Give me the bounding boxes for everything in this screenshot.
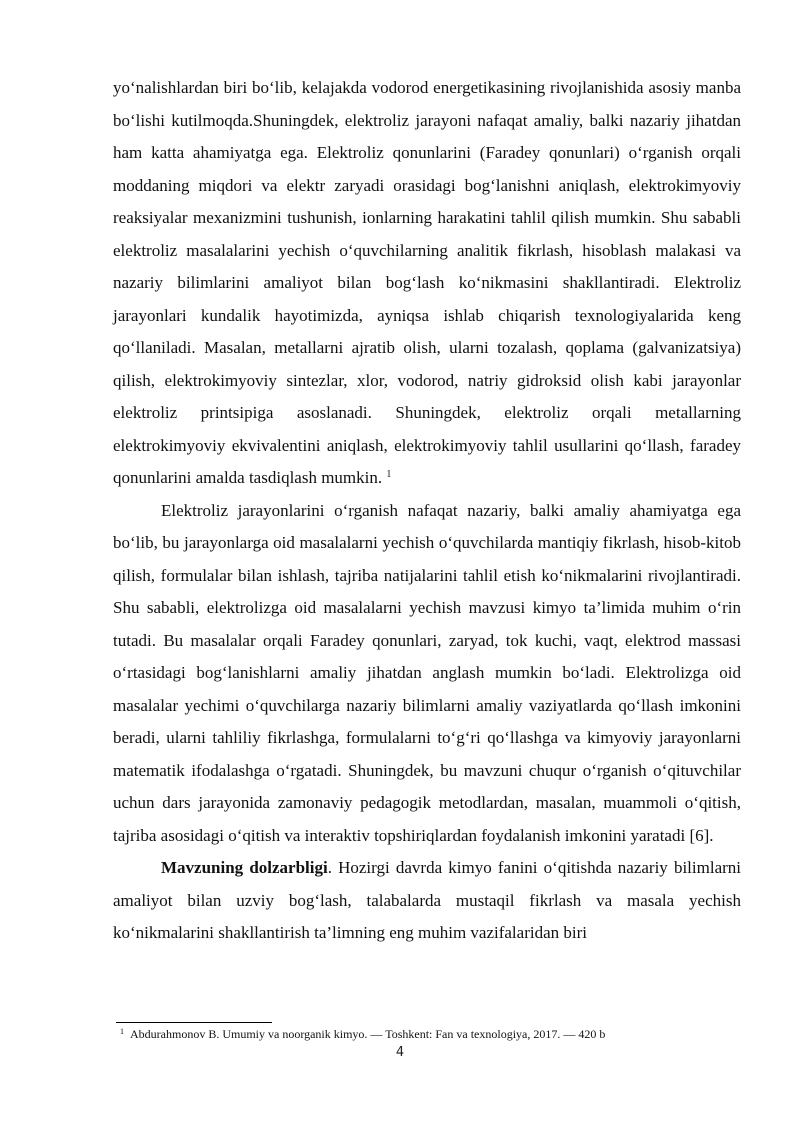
footnote-number: 1 bbox=[120, 1027, 124, 1036]
footnote-separator bbox=[116, 1022, 272, 1023]
paragraph-1-text: yo‘nalishlardan biri bo‘lib, kelajakda vodorod energetikasining rivojlanishida asosiy manba bo‘lishi kutilmoqda.Shuningdek, elektroliz jarayoni nafaqat amaliy, balki nazariy jihatdan ham katta ahamiyatga ega. Elektroliz qonunlarini (Faradey qonunlari) o‘rganish orqali moddaning miqdori va elektr zaryadi orasidagi bog‘lanishni aniqlash, elektrokimyoviy reaksiyalar mexanizmini tushunish, ionlarning harakatini tahlil qilish mumkin. Shu sababli elektroliz masalalarini yechish o‘quvchilarning analitik fikrlash, hisoblash malakasi va nazariy bilimlarini amaliyot bilan bog‘lash ko‘nikmasini shakllantiradi. Elektroliz jarayonlari kundalik hayotimizda, ayniqsa ishlab chiqarish texnologiyalarida keng qo‘llaniladi. Masalan, metallarni ajratib olish, ularni tozalash, qoplama (galvanizatsiya) qilish, elektrokimyoviy sintezlar, xlor, vodorod, natriy gidroksid olish kabi jarayonlar elektroliz printsipiga asoslanadi. Shuningdek, elektroliz orqali metallarning elektrokimyoviy ekvivalentini aniqlash, elektrokimyoviy tahlil usullarini qo‘llash, faradey qonunlarini amalda tasdiqlash mumkin. bbox=[113, 78, 741, 487]
section-lead-heading: Mavzuning dolzarbligi bbox=[161, 858, 328, 877]
paragraph-1 bbox=[113, 72, 741, 495]
footnote bbox=[120, 1027, 740, 1042]
paragraph-3 bbox=[113, 852, 741, 950]
paragraph-3-text: . Hozirgi davrda kimyo fanini o‘qitishda nazariy bilimlarni amaliyot bilan uzviy bog‘lash, talabalarda mustaqil fikrlash va masala yechish ko‘nikmalarini shakllantirish ta’limning eng muhim vazifalaridan biri bbox=[113, 858, 741, 942]
body-text bbox=[113, 72, 741, 950]
paragraph-2 bbox=[113, 495, 741, 853]
footnote-reference: 1 bbox=[386, 469, 392, 480]
page-number: 4 bbox=[395, 1045, 405, 1060]
footnote-text: Abdurahmonov B. Umumiy va noorganik kimyo. — Toshkent: Fan va texnologiya, 2017. — 420 b bbox=[130, 1027, 606, 1041]
paragraph-2-text: Elektroliz jarayonlarini o‘rganish nafaqat nazariy, balki amaliy ahamiyatga ega bo‘lib, bu jarayonlarga oid masalalarni yechish o‘quvchilarda mantiqiy fikrlash, hisob-kitob qilish, formulalar bilan ishlash, tajriba natijalarini tahlil etish ko‘nikmalarini rivojlantiradi. Shu sababli, elektrolizga oid masalalarni yechish mavzusi kimyo ta’limida muhim o‘rin tutadi. Bu masalalar orqali Faradey qonunlari, zaryad, tok kuchi, vaqt, elektrod massasi o‘rtasidagi bog‘lanishlarni amaliy jihatdan anglash mumkin bo‘ladi. Elektrolizga oid masalalar yechimi o‘quvchilarga nazariy bilimlarni amaliy vaziyatlarda qo‘llash imkonini beradi, ularni tahliliy fikrlashga, formulalarni to‘g‘ri qo‘llashga va kimyoviy jarayonlarni matematik ifodalashga o‘rgatadi. Shuningdek, bu mavzuni chuqur o‘rganish o‘qituvchilar uchun dars jarayonida zamonaviy pedagogik metodlardan, masalan, muammoli o‘qitish, tajriba asosidagi o‘qitish va interaktiv topshiriqlardan foydalanish imkonini yaratadi [6]. bbox=[113, 500, 741, 845]
